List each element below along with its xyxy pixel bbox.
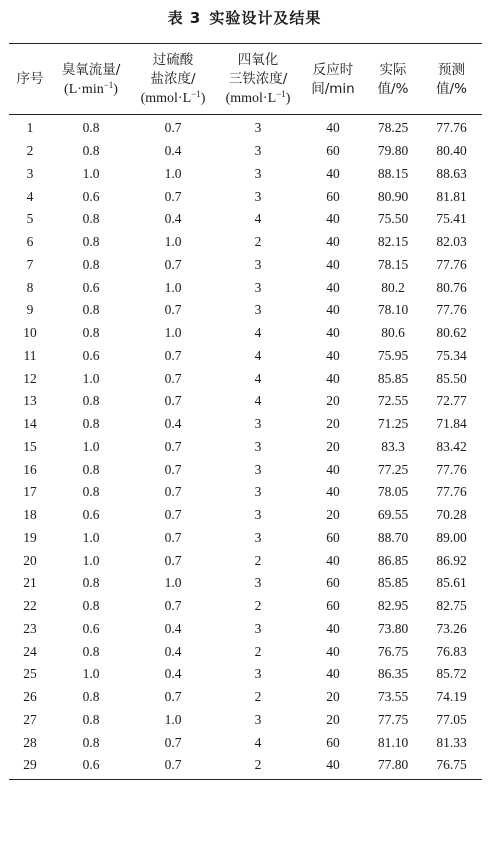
cell-actual-value: 75.95	[377, 347, 409, 363]
cell-persulfate-conc: 0.4	[164, 211, 182, 227]
cell-ozone-flow: 1.0	[82, 529, 100, 545]
cell-predicted-value: 81.81	[436, 188, 467, 204]
cell-index: 26	[23, 689, 37, 705]
cell-index: 11	[23, 347, 37, 363]
cell-predicted-value: 70.28	[436, 507, 467, 523]
table-row	[9, 640, 482, 663]
cell-index: 2	[26, 143, 34, 159]
cell-actual-value: 76.75	[377, 643, 409, 659]
cell-index: 18	[23, 507, 37, 523]
table-row	[9, 731, 482, 754]
cell-predicted-value: 77.76	[436, 120, 467, 136]
cell-ozone-flow: 0.8	[82, 461, 100, 477]
cell-predicted-value: 75.34	[436, 347, 467, 363]
cell-actual-value: 85.85	[377, 370, 409, 386]
table-row	[9, 322, 482, 345]
cell-index: 25	[23, 666, 37, 682]
cell-persulfate-conc: 0.7	[164, 461, 182, 477]
cell-predicted-value: 77.76	[436, 484, 467, 500]
cell-ozone-flow: 1.0	[82, 370, 100, 386]
cell-actual-value: 69.55	[377, 507, 409, 523]
cell-actual-value: 73.55	[377, 689, 409, 705]
cell-reaction-time: 60	[326, 598, 340, 614]
cell-actual-value: 83.3	[381, 438, 405, 454]
cell-index: 9	[26, 302, 34, 318]
cell-actual-value: 80.6	[381, 325, 405, 341]
cell-ozone-flow: 0.8	[82, 734, 100, 750]
cell-fe3o4-conc: 2	[254, 234, 262, 250]
cell-reaction-time: 40	[326, 279, 340, 295]
cell-persulfate-conc: 0.4	[164, 143, 182, 159]
cell-ozone-flow: 0.8	[82, 643, 100, 659]
cell-ozone-flow: 0.8	[82, 711, 100, 727]
cell-persulfate-conc: 0.4	[164, 416, 182, 432]
cell-persulfate-conc: 0.7	[164, 256, 182, 272]
cell-actual-value: 78.10	[377, 302, 409, 318]
table-row	[9, 572, 482, 595]
cell-fe3o4-conc: 3	[254, 666, 262, 682]
cell-index: 4	[26, 188, 34, 204]
table-row	[9, 595, 482, 618]
cell-index: 12	[23, 370, 37, 386]
cell-predicted-value: 77.76	[436, 256, 467, 272]
cell-actual-value: 79.80	[377, 143, 409, 159]
cell-index: 1	[26, 120, 34, 136]
cell-ozone-flow: 0.8	[82, 143, 100, 159]
cell-fe3o4-conc: 3	[254, 165, 262, 181]
cell-fe3o4-conc: 4	[254, 325, 262, 341]
cell-index: 16	[23, 461, 37, 477]
cell-persulfate-conc: 0.4	[164, 620, 182, 636]
cell-predicted-value: 80.76	[436, 279, 467, 295]
cell-fe3o4-conc: 4	[254, 347, 262, 363]
cell-index: 24	[23, 643, 37, 659]
cell-index: 29	[9, 754, 51, 779]
table-row	[9, 709, 482, 732]
cell-persulfate-conc: 0.7	[164, 438, 182, 454]
cell-index: 14	[23, 416, 37, 432]
cell-predicted-value: 74.19	[436, 689, 467, 705]
cell-persulfate-conc: 0.7	[164, 507, 182, 523]
cell-persulfate-conc: 0.7	[164, 347, 182, 363]
cell-fe3o4-conc: 3	[254, 188, 262, 204]
cell-predicted-value: 73.26	[436, 620, 467, 636]
table-row	[9, 345, 482, 368]
cell-index: 3	[26, 165, 34, 181]
cell-reaction-time: 40	[326, 325, 340, 341]
cell-actual-value: 86.85	[377, 552, 409, 568]
cell-index: 27	[23, 711, 37, 727]
cell-persulfate-conc: 1.0	[164, 279, 182, 295]
cell-reaction-time: 20	[326, 711, 340, 727]
cell-predicted-value: 76.83	[436, 643, 467, 659]
cell-predicted-value: 77.76	[436, 461, 467, 477]
cell-reaction-time: 40	[326, 620, 340, 636]
cell-index: 21	[23, 575, 37, 591]
cell-persulfate-conc: 1.0	[164, 234, 182, 250]
table-row	[9, 367, 482, 390]
cell-reaction-time: 40	[326, 370, 340, 386]
cell-fe3o4-conc: 3	[254, 575, 262, 591]
table-row	[9, 754, 482, 779]
cell-predicted-value: 85.72	[436, 666, 467, 682]
cell-predicted-value: 83.42	[436, 438, 467, 454]
table-row	[9, 163, 482, 186]
cell-ozone-flow: 0.6	[82, 507, 100, 523]
cell-fe3o4-conc: 3	[254, 461, 262, 477]
cell-actual-value: 73.80	[377, 620, 409, 636]
cell-predicted-value: 89.00	[436, 529, 467, 545]
cell-ozone-flow: 0.6	[82, 620, 100, 636]
table-row	[9, 254, 482, 277]
table-row	[9, 413, 482, 436]
cell-reaction-time: 20	[326, 438, 340, 454]
cell-actual-value: 80.90	[377, 188, 409, 204]
cell-fe3o4-conc: 2	[254, 643, 262, 659]
col-header-fe3o4-conc: 四氧化 三铁浓度/ $(mmol\cdot L^{-1})$	[215, 44, 301, 115]
table-number: 表 3	[167, 9, 202, 27]
cell-persulfate-conc: 0.7	[164, 552, 182, 568]
cell-index: 23	[23, 620, 37, 636]
cell-fe3o4-conc: 3	[254, 620, 262, 636]
cell-fe3o4-conc: 3	[254, 279, 262, 295]
cell-fe3o4-conc: 3	[254, 256, 262, 272]
col-header-persulfate-conc: 过硫酸 盐浓度/ $(mmol\cdot L^{-1})$	[131, 44, 215, 115]
table-title: 实验设计及结果	[209, 9, 322, 27]
cell-reaction-time: 60	[326, 734, 340, 750]
table-row	[9, 436, 482, 459]
table-row	[9, 231, 482, 254]
cell-reaction-time: 40	[326, 302, 340, 318]
cell-fe3o4-conc: 3	[254, 438, 262, 454]
cell-fe3o4-conc: 4	[254, 393, 262, 409]
cell-reaction-time: 40	[326, 256, 340, 272]
cell-predicted-value: 80.40	[436, 143, 467, 159]
cell-actual-value: 80.2	[381, 279, 405, 295]
cell-index: 19	[23, 529, 37, 545]
table-row	[9, 549, 482, 572]
cell-predicted-value: 85.50	[436, 370, 467, 386]
cell-ozone-flow: 0.8	[82, 689, 100, 705]
cell-reaction-time: 40	[326, 234, 340, 250]
col-header-reaction-time: 反应时 间/min	[301, 44, 365, 115]
cell-predicted-value: 77.05	[436, 711, 467, 727]
table-row	[9, 299, 482, 322]
cell-ozone-flow: 1.0	[82, 552, 100, 568]
cell-actual-value: 82.95	[377, 598, 409, 614]
cell-ozone-flow: 1.0	[82, 666, 100, 682]
cell-persulfate-conc: 0.7	[164, 598, 182, 614]
cell-reaction-time: 60	[326, 188, 340, 204]
cell-fe3o4-conc: 3	[254, 484, 262, 500]
cell-index: 17	[23, 484, 37, 500]
cell-persulfate-conc: 0.7	[131, 754, 215, 779]
cell-actual-value: 85.85	[377, 575, 409, 591]
cell-reaction-time: 40	[326, 552, 340, 568]
cell-actual-value: 82.15	[377, 234, 409, 250]
col-header-index: 序号	[9, 44, 51, 115]
cell-actual-value: 78.15	[377, 256, 409, 272]
cell-index: 22	[23, 598, 37, 614]
cell-ozone-flow: 0.8	[82, 256, 100, 272]
cell-actual-value: 78.05	[377, 484, 409, 500]
cell-persulfate-conc: 1.0	[164, 325, 182, 341]
cell-index: 13	[23, 393, 37, 409]
cell-actual-value: 78.25	[377, 120, 409, 136]
cell-predicted-value: 75.41	[436, 211, 467, 227]
cell-reaction-time: 20	[326, 393, 340, 409]
cell-persulfate-conc: 0.4	[164, 643, 182, 659]
cell-ozone-flow: 0.8	[82, 211, 100, 227]
cell-ozone-flow: 0.8	[82, 598, 100, 614]
cell-reaction-time: 40	[326, 347, 340, 363]
cell-fe3o4-conc: 3	[254, 507, 262, 523]
cell-persulfate-conc: 0.7	[164, 370, 182, 386]
table-row	[9, 185, 482, 208]
cell-predicted-value: 82.03	[436, 234, 467, 250]
table-caption	[0, 7, 489, 29]
cell-reaction-time: 20	[326, 689, 340, 705]
cell-predicted-value: 72.77	[436, 393, 467, 409]
cell-reaction-time: 20	[326, 416, 340, 432]
cell-index: 6	[26, 234, 34, 250]
cell-reaction-time: 40	[326, 643, 340, 659]
cell-persulfate-conc: 1.0	[164, 165, 182, 181]
cell-predicted-value: 88.63	[436, 165, 467, 181]
cell-fe3o4-conc: 3	[254, 143, 262, 159]
cell-reaction-time: 60	[326, 143, 340, 159]
cell-persulfate-conc: 0.7	[164, 302, 182, 318]
cell-index: 15	[23, 438, 37, 454]
cell-actual-value: 75.50	[377, 211, 409, 227]
cell-actual-value: 77.80	[365, 754, 421, 779]
table-row	[9, 504, 482, 527]
header-row	[9, 44, 482, 115]
table-row	[9, 481, 482, 504]
cell-persulfate-conc: 0.7	[164, 734, 182, 750]
table-row	[9, 618, 482, 641]
cell-ozone-flow: 0.8	[82, 484, 100, 500]
cell-reaction-time: 40	[326, 211, 340, 227]
table-row	[9, 663, 482, 686]
cell-index: 10	[23, 325, 37, 341]
cell-fe3o4-conc: 3	[254, 120, 262, 136]
cell-reaction-time: 40	[301, 754, 365, 779]
col-header-predicted-value: 预测 值/%	[421, 44, 482, 115]
cell-reaction-time: 20	[326, 507, 340, 523]
cell-fe3o4-conc: 2	[254, 598, 262, 614]
cell-index: 20	[23, 552, 37, 568]
cell-fe3o4-conc: 2	[254, 552, 262, 568]
cell-fe3o4-conc: 3	[254, 416, 262, 432]
cell-ozone-flow: 1.0	[82, 165, 100, 181]
cell-actual-value: 77.25	[377, 461, 409, 477]
cell-ozone-flow: 0.8	[82, 393, 100, 409]
table-header	[9, 44, 482, 115]
cell-persulfate-conc: 0.7	[164, 188, 182, 204]
cell-predicted-value: 81.33	[436, 734, 467, 750]
cell-index: 28	[23, 734, 37, 750]
cell-ozone-flow: 0.8	[82, 575, 100, 591]
cell-ozone-flow: 0.8	[82, 120, 100, 136]
cell-ozone-flow: 0.6	[82, 347, 100, 363]
table-row	[9, 140, 482, 163]
col-header-ozone-flow: 臭氧流量/ $(L\cdot\min^{-1})$	[51, 44, 131, 115]
cell-actual-value: 72.55	[377, 393, 409, 409]
cell-fe3o4-conc: 4	[254, 370, 262, 386]
cell-ozone-flow: 0.8	[82, 325, 100, 341]
cell-predicted-value: 77.76	[436, 302, 467, 318]
table-row	[9, 276, 482, 299]
cell-reaction-time: 40	[326, 461, 340, 477]
cell-fe3o4-conc: 3	[254, 529, 262, 545]
cell-predicted-value: 86.92	[436, 552, 467, 568]
cell-reaction-time: 40	[326, 484, 340, 500]
cell-persulfate-conc: 0.7	[164, 393, 182, 409]
cell-index: 8	[26, 279, 34, 295]
cell-index: 7	[26, 256, 34, 272]
table-row	[9, 208, 482, 231]
cell-persulfate-conc: 0.7	[164, 689, 182, 705]
cell-actual-value: 81.10	[377, 734, 409, 750]
cell-fe3o4-conc: 3	[254, 711, 262, 727]
table-row	[9, 527, 482, 550]
cell-ozone-flow: 0.6	[82, 279, 100, 295]
cell-fe3o4-conc: 2	[215, 754, 301, 779]
cell-ozone-flow: 0.6	[51, 754, 131, 779]
cell-persulfate-conc: 1.0	[164, 575, 182, 591]
cell-fe3o4-conc: 4	[254, 211, 262, 227]
cell-predicted-value: 85.61	[436, 575, 467, 591]
table-body	[9, 115, 482, 780]
cell-actual-value: 86.35	[377, 666, 409, 682]
cell-predicted-value: 82.75	[436, 598, 467, 614]
cell-actual-value: 88.15	[377, 165, 409, 181]
cell-reaction-time: 60	[326, 575, 340, 591]
cell-reaction-time: 40	[326, 666, 340, 682]
cell-persulfate-conc: 0.7	[164, 120, 182, 136]
cell-fe3o4-conc: 4	[254, 734, 262, 750]
cell-reaction-time: 40	[326, 120, 340, 136]
cell-ozone-flow: 1.0	[82, 438, 100, 454]
cell-persulfate-conc: 0.7	[164, 529, 182, 545]
cell-ozone-flow: 0.8	[82, 302, 100, 318]
cell-fe3o4-conc: 3	[254, 302, 262, 318]
cell-fe3o4-conc: 2	[254, 689, 262, 705]
table-row	[9, 458, 482, 481]
cell-index: 5	[26, 211, 34, 227]
cell-actual-value: 71.25	[377, 416, 409, 432]
table-row	[9, 686, 482, 709]
cell-ozone-flow: 0.8	[82, 234, 100, 250]
col-header-actual-value: 实际 值/%	[365, 44, 421, 115]
cell-actual-value: 88.70	[377, 529, 409, 545]
cell-persulfate-conc: 0.7	[164, 484, 182, 500]
cell-persulfate-conc: 1.0	[164, 711, 182, 727]
cell-ozone-flow: 0.6	[82, 188, 100, 204]
cell-predicted-value: 71.84	[436, 416, 467, 432]
cell-reaction-time: 60	[326, 529, 340, 545]
table-row	[9, 390, 482, 413]
cell-reaction-time: 40	[326, 165, 340, 181]
results-table	[9, 43, 482, 780]
cell-persulfate-conc: 0.4	[164, 666, 182, 682]
cell-predicted-value: 80.62	[436, 325, 467, 341]
cell-actual-value: 77.75	[377, 711, 409, 727]
cell-ozone-flow: 0.8	[82, 416, 100, 432]
cell-predicted-value: 76.75	[421, 754, 482, 779]
table-row	[9, 115, 482, 140]
